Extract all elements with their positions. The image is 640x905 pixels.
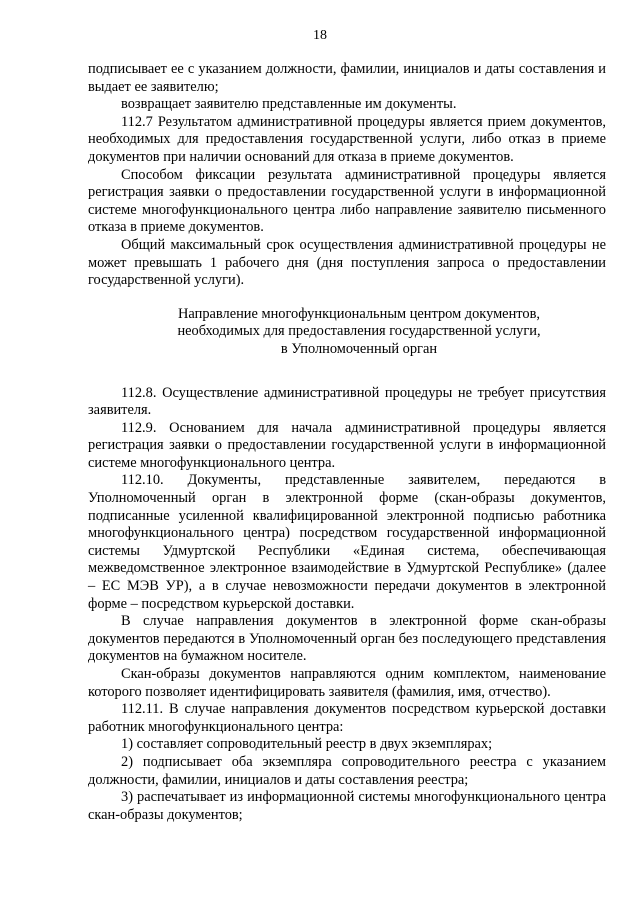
paragraph: Скан-образы документов направляются одним комплектом, наименование которого позволяет идентифицировать заявителя (фамилия, имя, отчество). xyxy=(88,666,606,700)
spacer xyxy=(88,290,606,306)
page-number: 18 xyxy=(313,28,327,43)
paragraph: 112.10. Документы, представленные заявителем, передаются в Уполномоченный орган в электронной форме (скан-образы документов, подписанные усиленной квалифицированной электронной подписью работника многофункционального центра) посредством государственной информационной системы Удмуртской Республики «Единая система, обеспечивающая межведомственное электронное взаимодействие в Удмуртской Республике» (далее – ЕС МЭВ УР), а в случае невозможности передачи документов в электронной форме – посредством курьерской доставки. xyxy=(88,472,606,612)
section-heading-line: в Уполномоченный орган xyxy=(280,340,438,357)
document-body xyxy=(88,61,606,824)
section-heading-line: необходимых для предоставления государственной услуги, xyxy=(177,323,541,340)
paragraph: возвращает заявителю представленные им документы. xyxy=(121,96,457,113)
list-item: 2) подписывает оба экземпляра сопроводительного реестра с указанием должности, фамилии, инициалов и даты составления реестра; xyxy=(88,753,606,788)
spacer xyxy=(88,359,606,385)
paragraph: Общий максимальный срок осуществления административной процедуры не может превышать 1 рабочего дня (дня поступления запроса о предоставлении государственной услуги). xyxy=(88,236,606,289)
paragraph: Способом фиксации результата административной процедуры является регистрация заявки о предоставлении государственной услуги в информационной системе многофункционального центра либо направление заявителю письменного отказа в приеме документов. xyxy=(88,166,606,236)
paragraph: В случае направления документов в электронной форме скан-образы документов передаются в Уполномоченный орган без последующего представления документов на бумажном носителе. xyxy=(88,613,606,665)
paragraph: 112.11. В случае направления документов посредством курьерской доставки работник многофункционального центра: xyxy=(88,701,606,735)
paragraph: 112.8. Осуществление административной процедуры не требует присутствия заявителя. xyxy=(88,384,606,419)
paragraph: подписывает ее с указанием должности, фамилии, инициалов и даты составления и выдает ее заявителю; xyxy=(88,61,606,95)
section-heading xyxy=(88,306,606,359)
paragraph: 112.7 Результатом административной процедуры является прием документов, необходимых для предоставления государственной услуги, либо отказ в приеме документов при наличии оснований для отказа в приеме документов. xyxy=(88,113,606,165)
list-item: 1) составляет сопроводительный реестр в двух экземплярах; xyxy=(121,736,493,753)
list-item: 3) распечатывает из информационной системы многофункционального центра скан-образы документов; xyxy=(88,789,606,823)
paragraph: 112.9. Основанием для начала административной процедуры является регистрация заявки о предоставлении государственной услуги в информационной системе многофункционального центра. xyxy=(88,419,606,471)
section-heading-line: Направление многофункциональным центром документов, xyxy=(178,305,540,322)
